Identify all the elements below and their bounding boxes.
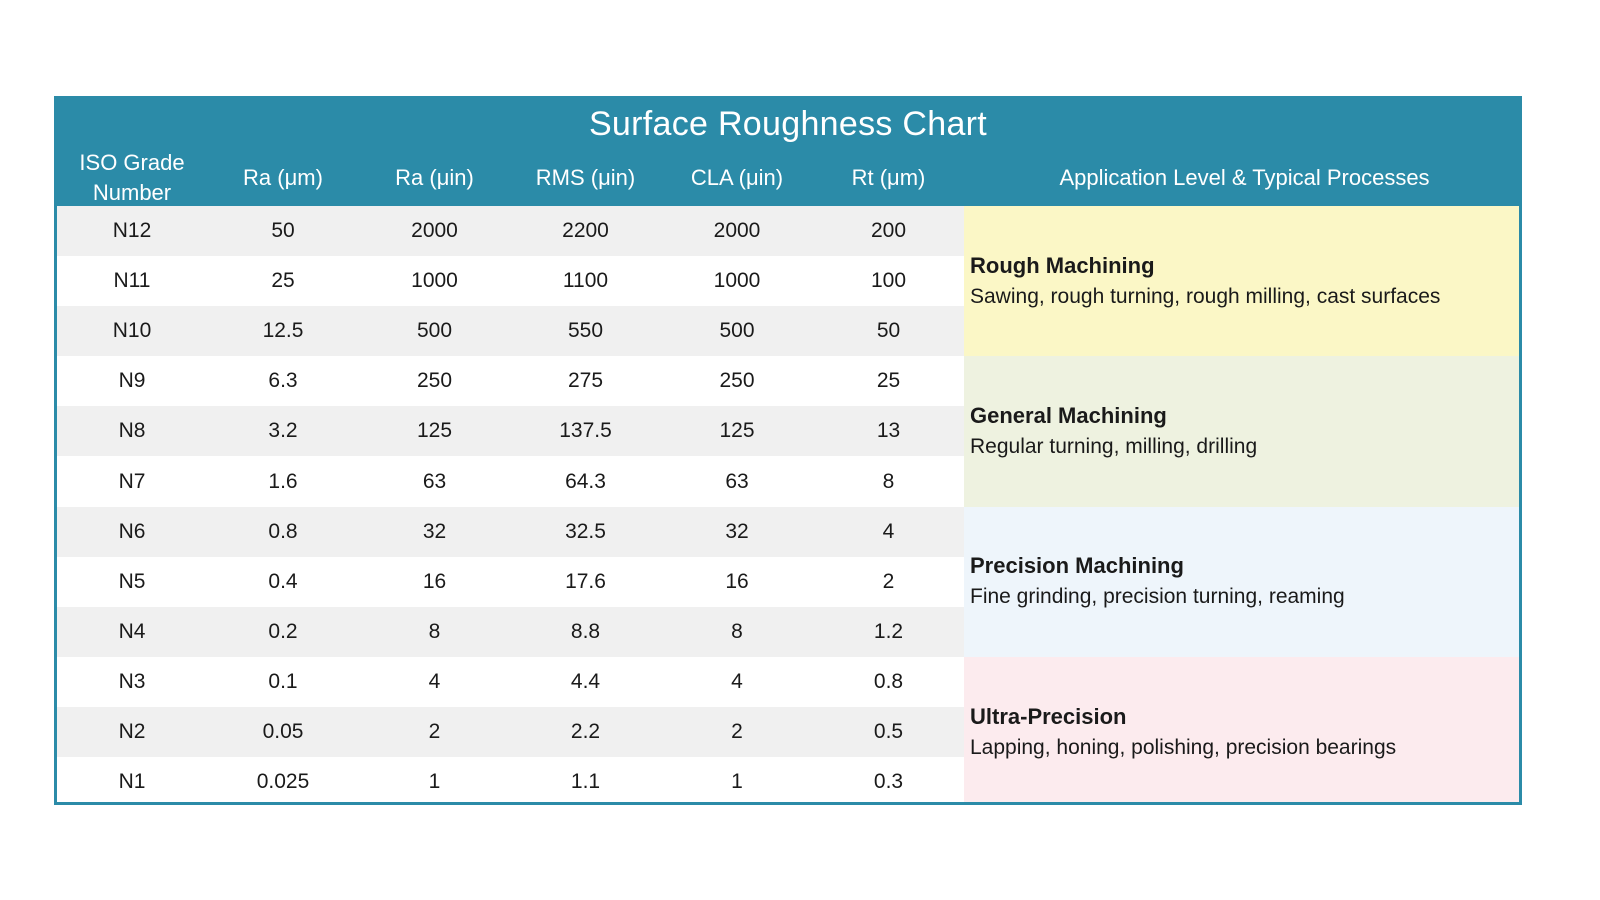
cell-iso-grade: N9: [118, 369, 146, 393]
cell-cla-uin: 8: [731, 619, 743, 643]
cell-ra-uin: 1000: [411, 269, 458, 293]
cell-ra-um: 0.8: [268, 519, 298, 543]
table-row: [57, 256, 964, 306]
cell-ra-um: 12.5: [262, 319, 304, 343]
cell-cla-uin: 32: [725, 519, 749, 543]
cell-ra-um: 0.025: [256, 770, 310, 794]
cell-rt-um: 25: [876, 369, 901, 393]
col-header-ra-uin: Ra (μin): [395, 164, 474, 190]
table-row: [57, 607, 964, 657]
cell-rms-uin: 2200: [562, 219, 609, 242]
cell-cla-uin: 2: [731, 720, 743, 743]
cell-rms-uin: 1100: [562, 269, 609, 293]
application-group-title: Precision Machining: [970, 553, 1184, 579]
cell-ra-um: 25: [271, 269, 295, 293]
table-row: [57, 306, 964, 356]
application-group-description: Regular turning, milling, drilling: [970, 434, 1258, 458]
application-group-title: General Machining: [970, 402, 1167, 428]
cell-ra-um: 50: [271, 219, 295, 242]
col-header-ra-um: Ra (μm): [243, 164, 323, 190]
table-row: [57, 657, 964, 707]
application-group: [964, 356, 1522, 506]
cell-rms-uin: 64.3: [565, 469, 606, 493]
cell-iso-grade: N7: [118, 469, 146, 493]
cell-ra-uin: 250: [416, 369, 453, 393]
cell-cla-uin: 125: [719, 419, 755, 443]
cell-rms-uin: 275: [567, 369, 604, 393]
table-row: [57, 557, 964, 607]
cell-iso-grade: N8: [118, 419, 146, 443]
cell-iso-grade: N4: [118, 619, 146, 643]
cell-rms-uin: 4.4: [570, 669, 601, 693]
table-row: [57, 356, 964, 406]
cell-iso-grade: N2: [118, 720, 146, 743]
col-header-rt-um: Rt (μm): [851, 164, 926, 190]
cell-rt-um: 2: [882, 569, 895, 593]
table-row: [57, 757, 964, 805]
cell-iso-grade: N6: [118, 519, 146, 543]
cell-ra-uin: 4: [428, 669, 441, 693]
application-group-title: Rough Machining: [970, 252, 1155, 278]
cell-rms-uin: 17.6: [565, 569, 606, 593]
table-row: [57, 507, 964, 557]
cell-rt-um: 8: [882, 469, 895, 493]
table-header: [57, 99, 1519, 206]
cell-rms-uin: 137.5: [559, 419, 612, 443]
table-row: [57, 457, 964, 507]
cell-ra-uin: 16: [422, 569, 447, 593]
table-row: [57, 707, 964, 757]
cell-rt-um: 0.3: [873, 770, 904, 794]
cell-cla-uin: 63: [725, 469, 749, 493]
cell-cla-uin: 4: [731, 669, 743, 693]
col-header-iso-grade: ISO Grade Number: [79, 149, 185, 205]
cell-ra-uin: 32: [422, 519, 447, 543]
cell-rt-um: 100: [870, 269, 907, 293]
cell-ra-um: 6.3: [268, 369, 298, 393]
cell-rms-uin: 8.8: [570, 619, 601, 643]
cell-rt-um: 4: [882, 519, 895, 543]
cell-cla-uin: 16: [725, 569, 749, 593]
cell-ra-um: 0.4: [268, 569, 298, 593]
cell-rt-um: 0.5: [873, 720, 904, 743]
table-row: [57, 406, 964, 456]
cell-rt-um: 0.8: [873, 669, 904, 693]
cell-iso-grade: N3: [118, 669, 146, 693]
cell-rt-um: 200: [870, 219, 907, 242]
cell-rms-uin: 1.1: [570, 770, 601, 794]
cell-cla-uin: 500: [719, 319, 755, 343]
cell-ra-um: 1.6: [268, 469, 298, 493]
cell-rms-uin: 2.2: [570, 720, 601, 743]
cell-ra-uin: 1: [428, 770, 441, 794]
application-group-title: Ultra-Precision: [970, 703, 1127, 729]
cell-iso-grade: N10: [112, 319, 152, 343]
cell-iso-grade: N12: [112, 219, 152, 242]
cell-cla-uin: 1000: [713, 269, 761, 293]
application-group: [964, 657, 1522, 805]
application-group: [964, 206, 1522, 356]
col-header-application: Application Level & Typical Processes: [1059, 164, 1430, 190]
cell-iso-grade: N5: [118, 569, 146, 593]
cell-ra-uin: 500: [416, 319, 453, 343]
cell-rms-uin: 550: [567, 319, 604, 343]
application-group-description: Sawing, rough turning, rough milling, cast surfaces: [970, 284, 1441, 308]
roughness-table: [54, 96, 1522, 805]
application-group-description: Fine grinding, precision turning, reaming: [970, 585, 1345, 609]
cell-ra-uin: 2: [428, 720, 441, 743]
cell-cla-uin: 1: [731, 770, 743, 794]
cell-iso-grade: N11: [113, 269, 151, 293]
cell-ra-um: 0.2: [268, 619, 298, 643]
cell-rms-uin: 32.5: [565, 519, 606, 543]
cell-rt-um: 1.2: [873, 619, 904, 643]
application-group: [964, 507, 1522, 657]
table-body: [57, 206, 1519, 805]
cell-iso-grade: N1: [118, 770, 146, 794]
cell-rt-um: 13: [876, 419, 901, 443]
cell-rt-um: 50: [876, 319, 901, 343]
col-header-rms-uin: RMS (μin): [535, 164, 636, 190]
chart-title: Surface Roughness Chart: [588, 105, 988, 143]
cell-ra-uin: 63: [422, 469, 447, 493]
cell-ra-um: 0.05: [262, 720, 304, 743]
application-group-description: Lapping, honing, polishing, precision bearings: [970, 735, 1397, 759]
cell-ra-uin: 8: [428, 619, 441, 643]
cell-cla-uin: 2000: [713, 219, 761, 242]
cell-cla-uin: 250: [719, 369, 755, 393]
cell-ra-uin: 125: [416, 419, 453, 443]
cell-ra-um: 3.2: [268, 419, 298, 443]
col-header-cla-uin: CLA (μin): [690, 164, 784, 190]
cell-ra-um: 0.1: [268, 669, 298, 693]
table-row: [57, 206, 964, 256]
cell-ra-uin: 2000: [411, 219, 458, 242]
